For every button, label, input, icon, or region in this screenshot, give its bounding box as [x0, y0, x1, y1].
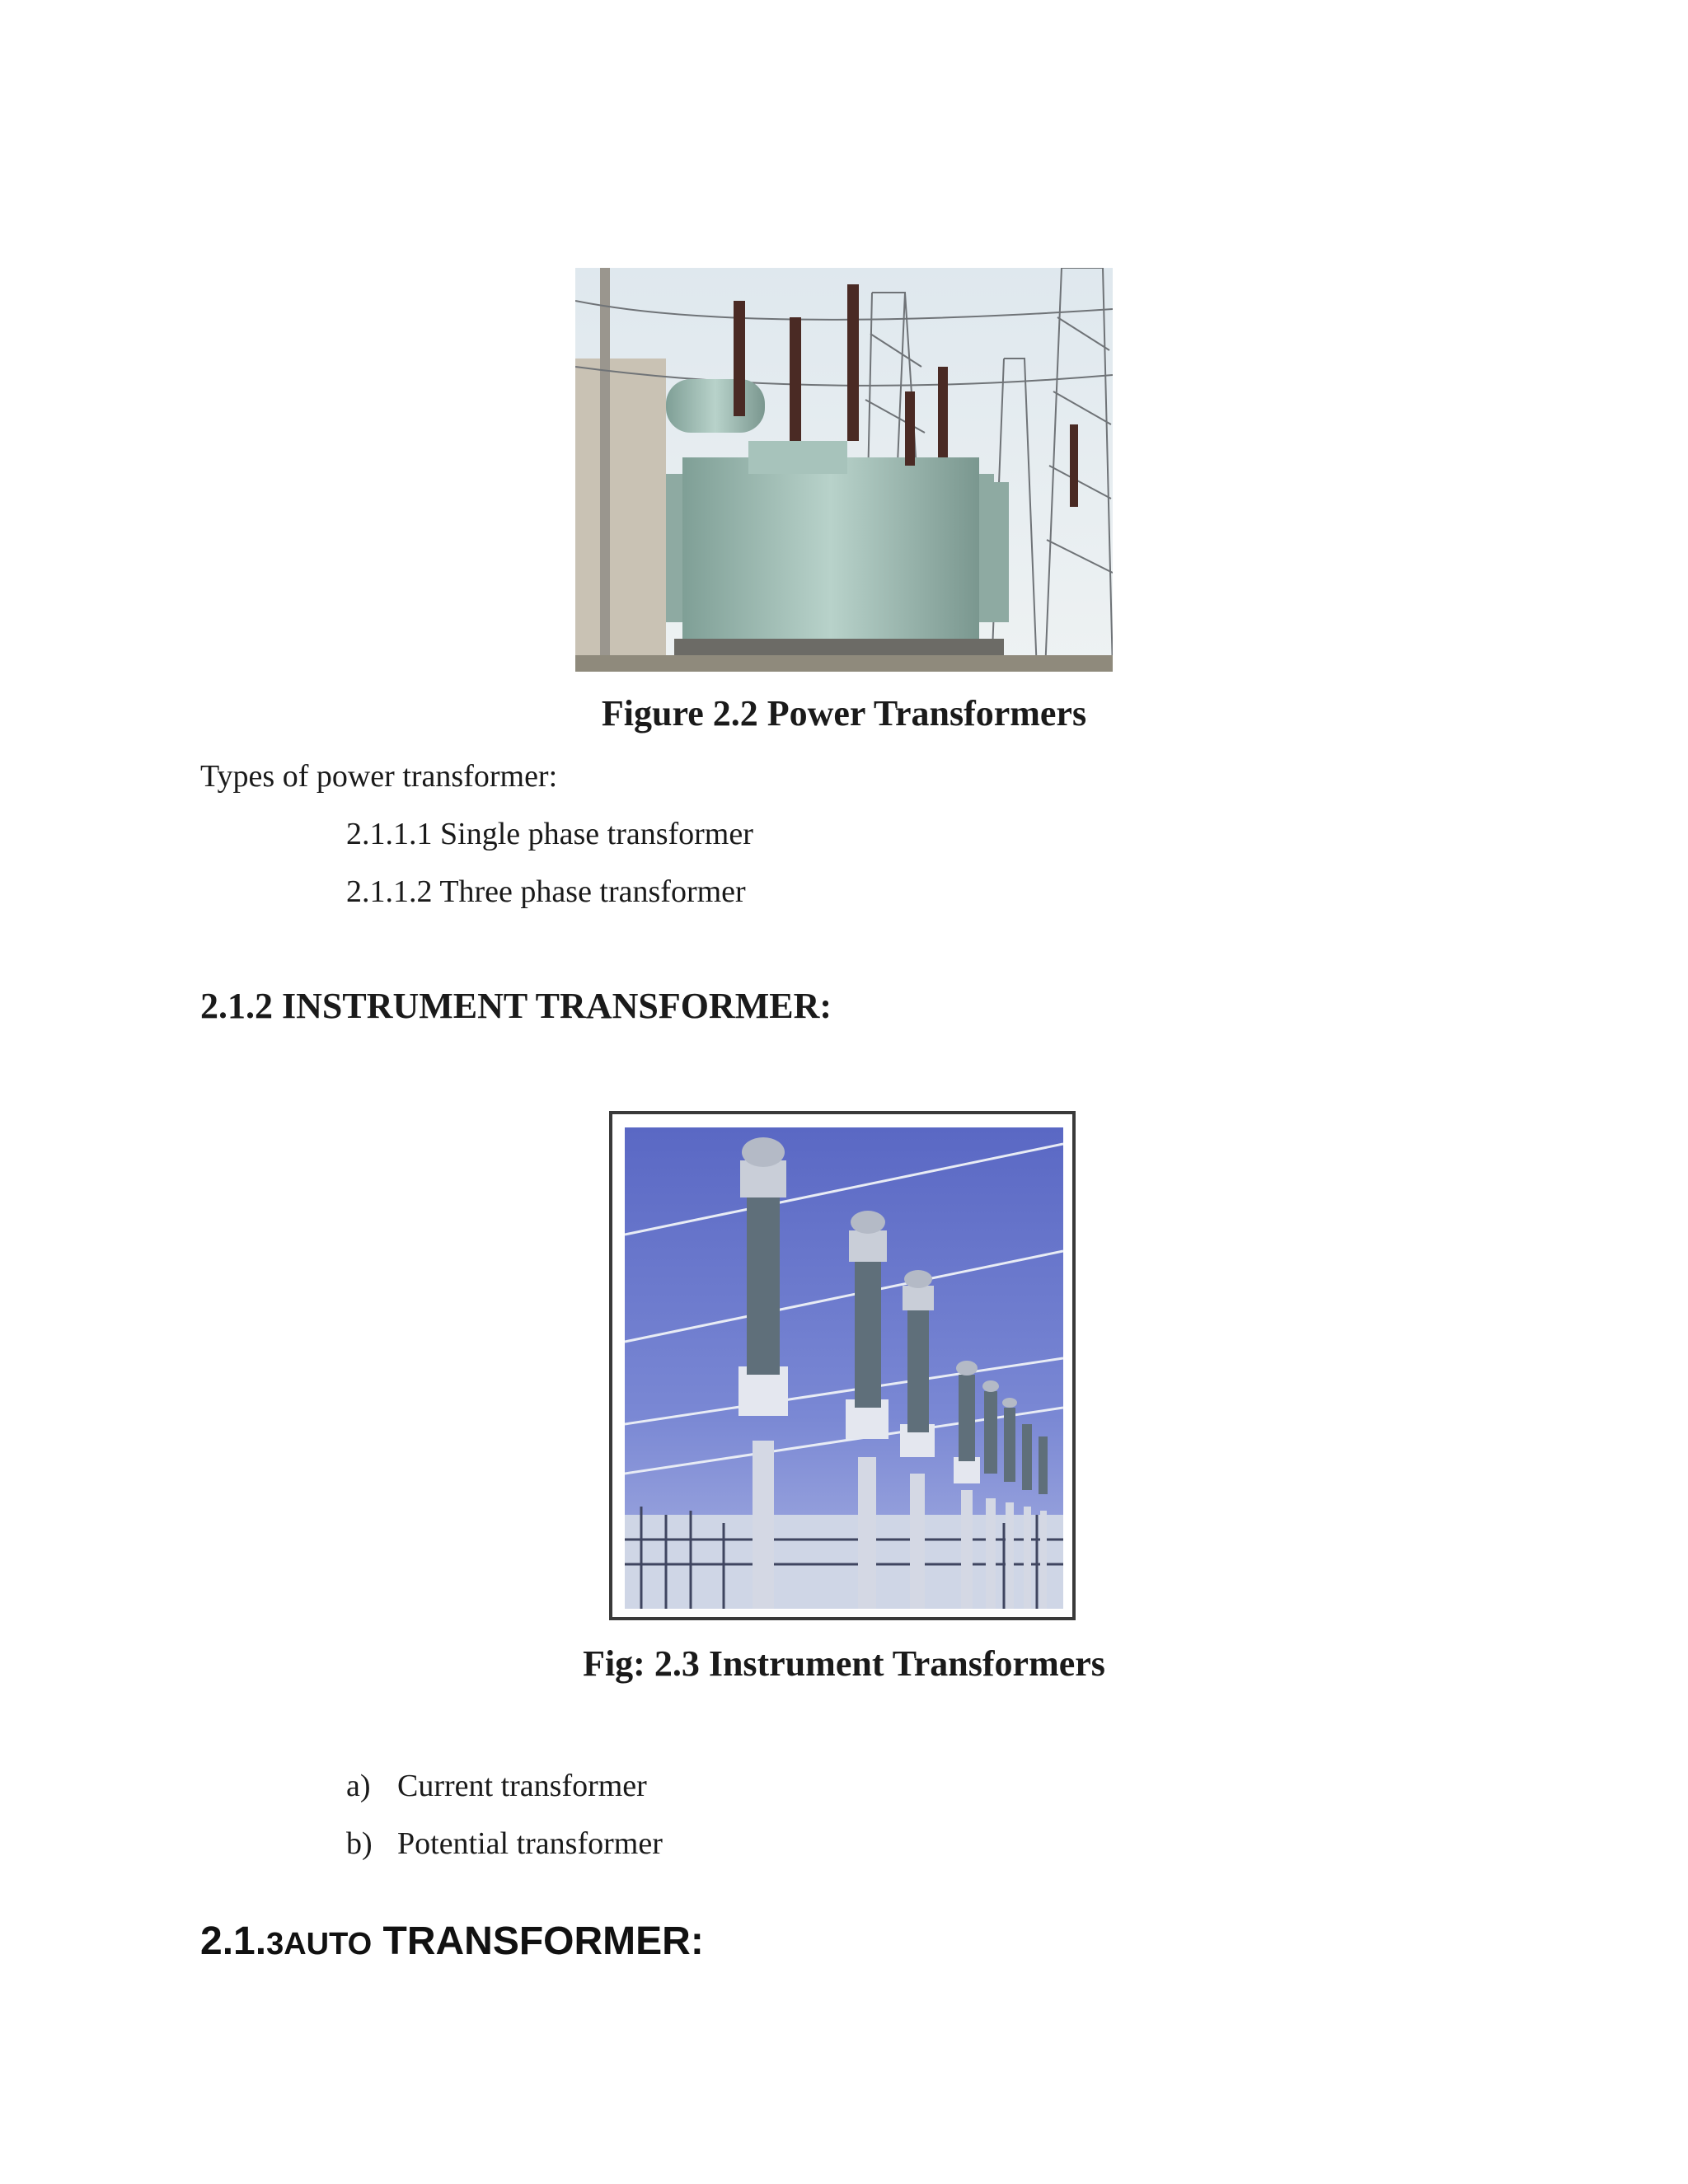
list-marker: a) [346, 1769, 371, 1803]
list-item-label: Current transformer [397, 1769, 647, 1803]
section-number-small: 3AUTO [266, 1927, 373, 1961]
section-title: TRANSFORMER: [372, 1919, 704, 1963]
list-item-label: Potential transformer [397, 1826, 663, 1861]
figure-caption-instrument-transformers: Fig: 2.3 Instrument Transformers [583, 1643, 1105, 1684]
section-number: 2.1. [200, 1919, 267, 1963]
list-item [346, 1768, 647, 1804]
instrument-transformer-photo [625, 1127, 1063, 1609]
list-item [346, 1825, 663, 1862]
figure-caption-power-transformers: Figure 2.2 Power Transformers [601, 693, 1087, 733]
list-item: 2.1.1.2 Three phase transformer [346, 874, 746, 909]
types-intro-text: Types of power transformer: [200, 759, 558, 794]
section-heading-instrument-transformer: 2.1.2 INSTRUMENT TRANSFORMER: [200, 986, 832, 1026]
list-item: 2.1.1.1 Single phase transformer [346, 817, 753, 851]
power-transformer-photo [575, 268, 1113, 672]
list-marker: b) [346, 1826, 373, 1861]
section-heading-auto-transformer [200, 1919, 704, 1964]
